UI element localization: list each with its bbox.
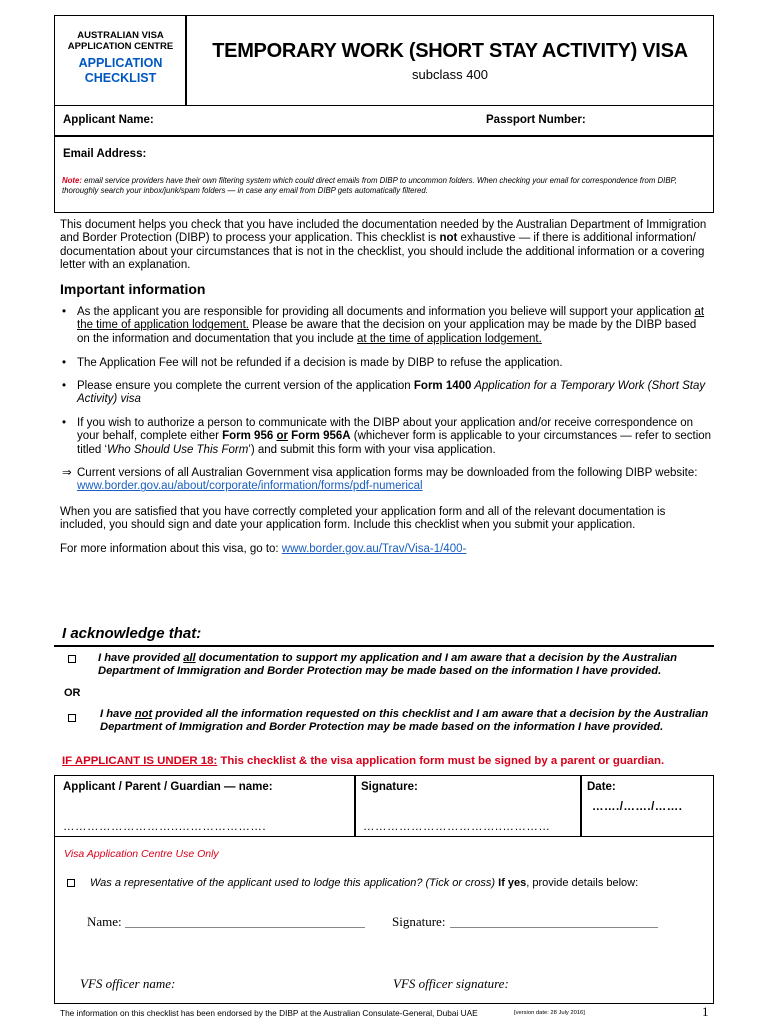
bullet4-text-f: ’) and submit this form with your visa application. [248, 443, 496, 456]
email-address-label: Email Address: [63, 148, 147, 160]
bullet1-text-b: Please be aware that the decision on your application may be made by the DIBP based on the information and documentation that you include [77, 319, 697, 345]
checklist-line-1: APPLICATION [78, 56, 163, 70]
bullet1-underline-2: at the time of application lodgement. [357, 332, 542, 345]
representative-question [90, 877, 710, 889]
or-separator: OR [64, 687, 81, 699]
under18-label: IF APPLICANT IS UNDER 18: [62, 755, 218, 767]
intro-text-a: This document helps you check that you have included the documentation needed by the Australian Department of Immigration and Border Protection (DIBP) to process your application. This checklist is [60, 219, 707, 245]
bullet-dot: • [62, 306, 67, 318]
bullet-dot: • [62, 380, 67, 392]
acknowledge-heading: I acknowledge that: [62, 625, 202, 642]
page-title: TEMPORARY WORK (SHORT STAY ACTIVITY) VISA [212, 40, 688, 62]
more-info-paragraph [60, 543, 712, 556]
under18-text: This checklist & the visa application form must be signed by a parent or guardian. [217, 755, 665, 767]
forms-link[interactable]: www.border.gov.au/about/corporate/information/forms/pdf-numerical [77, 480, 423, 493]
bullet1-text-a: As the applicant you are responsible for providing all documents and information you believe will support your application [77, 306, 695, 318]
representative-question-text: Was a representative of the applicant used to lodge this application? (Tick or cross) [90, 877, 496, 889]
opt1-text-a: I have provided [98, 652, 184, 664]
bullet4-text-a: If you wish to authorize a person to communicate with the DIBP about your application and/or receive correspondence on your behalf, complete either [77, 417, 694, 443]
checkbox-provided-all[interactable] [68, 655, 76, 663]
date-field[interactable]: ……./……./……. [592, 801, 683, 813]
footer-endorsement: The information on this checklist has been endorsed by the DIBP at the Australian Consulate-General, Dubai UAE [60, 1008, 478, 1018]
provide-details-text: , provide details below: [526, 877, 639, 889]
bullet3-text-a: Please ensure you complete the current version of the application [77, 380, 414, 392]
forms-text: Current versions of all Australian Government visa application forms may be downloaded from the following DIBP website: [77, 467, 698, 479]
opt2-text-b: provided all the information requested on this checklist and I am aware that a decision by the Australian Department of Immigration and Border Protection may be made based on the information I have provided. [100, 708, 709, 734]
signature-label: Signature: [361, 781, 418, 793]
guardian-name-label: Applicant / Parent / Guardian — name: [63, 781, 273, 793]
more-info-link[interactable]: www.border.gov.au/Trav/Visa-1/400- [281, 543, 467, 555]
rep-name-line[interactable] [125, 927, 365, 928]
bullet-dot: • [62, 357, 67, 369]
page-subtitle: subclass 400 [412, 67, 488, 82]
bullet1-underline-1: at the time of application lodgement. [77, 306, 705, 332]
bullet4-form-956a: Form 956A [291, 430, 351, 443]
important-heading: Important information [60, 281, 206, 297]
header-divider [185, 15, 187, 106]
email-note [62, 176, 712, 196]
page-number: 1 [702, 1004, 709, 1019]
footer-version: [version date: 28 July 2016] [514, 1010, 585, 1016]
rep-signature-label: Signature: [392, 914, 446, 929]
bullet4-or: or [276, 430, 288, 443]
applicant-divider [54, 135, 714, 137]
date-label: Date: [587, 781, 616, 793]
checkbox-representative[interactable] [67, 879, 75, 887]
intro-text-not: not [439, 232, 458, 245]
checkbox-not-provided[interactable] [68, 714, 76, 722]
rep-signature-line[interactable] [450, 927, 658, 928]
opt1-text-b: documentation to support my application and I am aware that a decision by the Australian Department of Immigration and Border Protection may be made based on the information I have provided. [98, 652, 677, 678]
satisfied-paragraph: When you are satisfied that you have correctly completed your application form and all of the relevant documentation is included, you should sign and date your application form. Include this checklist when you submit your application. [60, 506, 666, 532]
bullet2-text: The Application Fee will not be refunded if a decision is made by DIBP to refuse the application. [77, 357, 563, 369]
guardian-name-field[interactable]: ………………………..…………………. [63, 821, 267, 833]
opt1-all: all [183, 652, 196, 664]
applicant-name-label: Applicant Name: [63, 114, 154, 126]
signature-divider-2 [580, 775, 582, 837]
note-label: Note: [62, 176, 82, 185]
bullet4-form-956: Form 956 [222, 430, 274, 443]
more-info-text: For more information about this visa, go to: [60, 543, 282, 555]
under-18-notice [62, 755, 712, 767]
passport-number-label: Passport Number: [486, 114, 586, 126]
signature-divider-1 [354, 775, 356, 837]
bullet-dot: • [62, 417, 67, 429]
checklist-label [56, 56, 185, 86]
bullet4-section-title: Who Should Use This Form [107, 443, 249, 456]
signature-field[interactable]: ……………………………..………… [363, 821, 551, 833]
opt2-text-a: I have [100, 708, 135, 720]
option-provided-all [98, 652, 710, 679]
vfs-officer-signature-label: VFS officer signature: [393, 976, 509, 991]
bullet4-text-d: (whichever form is applicable to your circumstances — refer to section titled ‘ [77, 430, 712, 456]
note-text: email service providers have their own filtering system which could direct emails from DIBP to uncommon folders. When checking your email for correspondence from DIBP, thoroughly search your inbox/junk/spam folders — in case any email from DIBP gets automatically filtered. [62, 176, 677, 195]
org-line-2: APPLICATION CENTRE [67, 41, 174, 52]
bullet3-form-number: Form 1400 [413, 380, 472, 392]
arrow-icon: ⇒ [62, 467, 72, 479]
intro-text-c: exhaustive — if there is additional information/ documentation about your circumstances that is not in the checklist, you should include the additional information or a covering letter with an explanation. [60, 232, 705, 272]
intro-paragraph [60, 219, 712, 273]
acknowledge-rule [54, 645, 714, 647]
checklist-line-2: CHECKLIST [84, 71, 157, 85]
opt2-not: not [134, 708, 153, 720]
vac-heading: Visa Application Centre Use Only [64, 848, 219, 860]
org-name [56, 30, 185, 52]
rep-name-label: Name: [87, 914, 122, 929]
org-line-1: AUSTRALIAN VISA [77, 30, 164, 41]
if-yes-label: If yes [498, 877, 527, 889]
option-not-provided [100, 708, 710, 735]
vfs-officer-name-label: VFS officer name: [80, 976, 176, 991]
bullet3-form-title: Application for a Temporary Work (Short Stay Activity) visa [77, 380, 706, 406]
